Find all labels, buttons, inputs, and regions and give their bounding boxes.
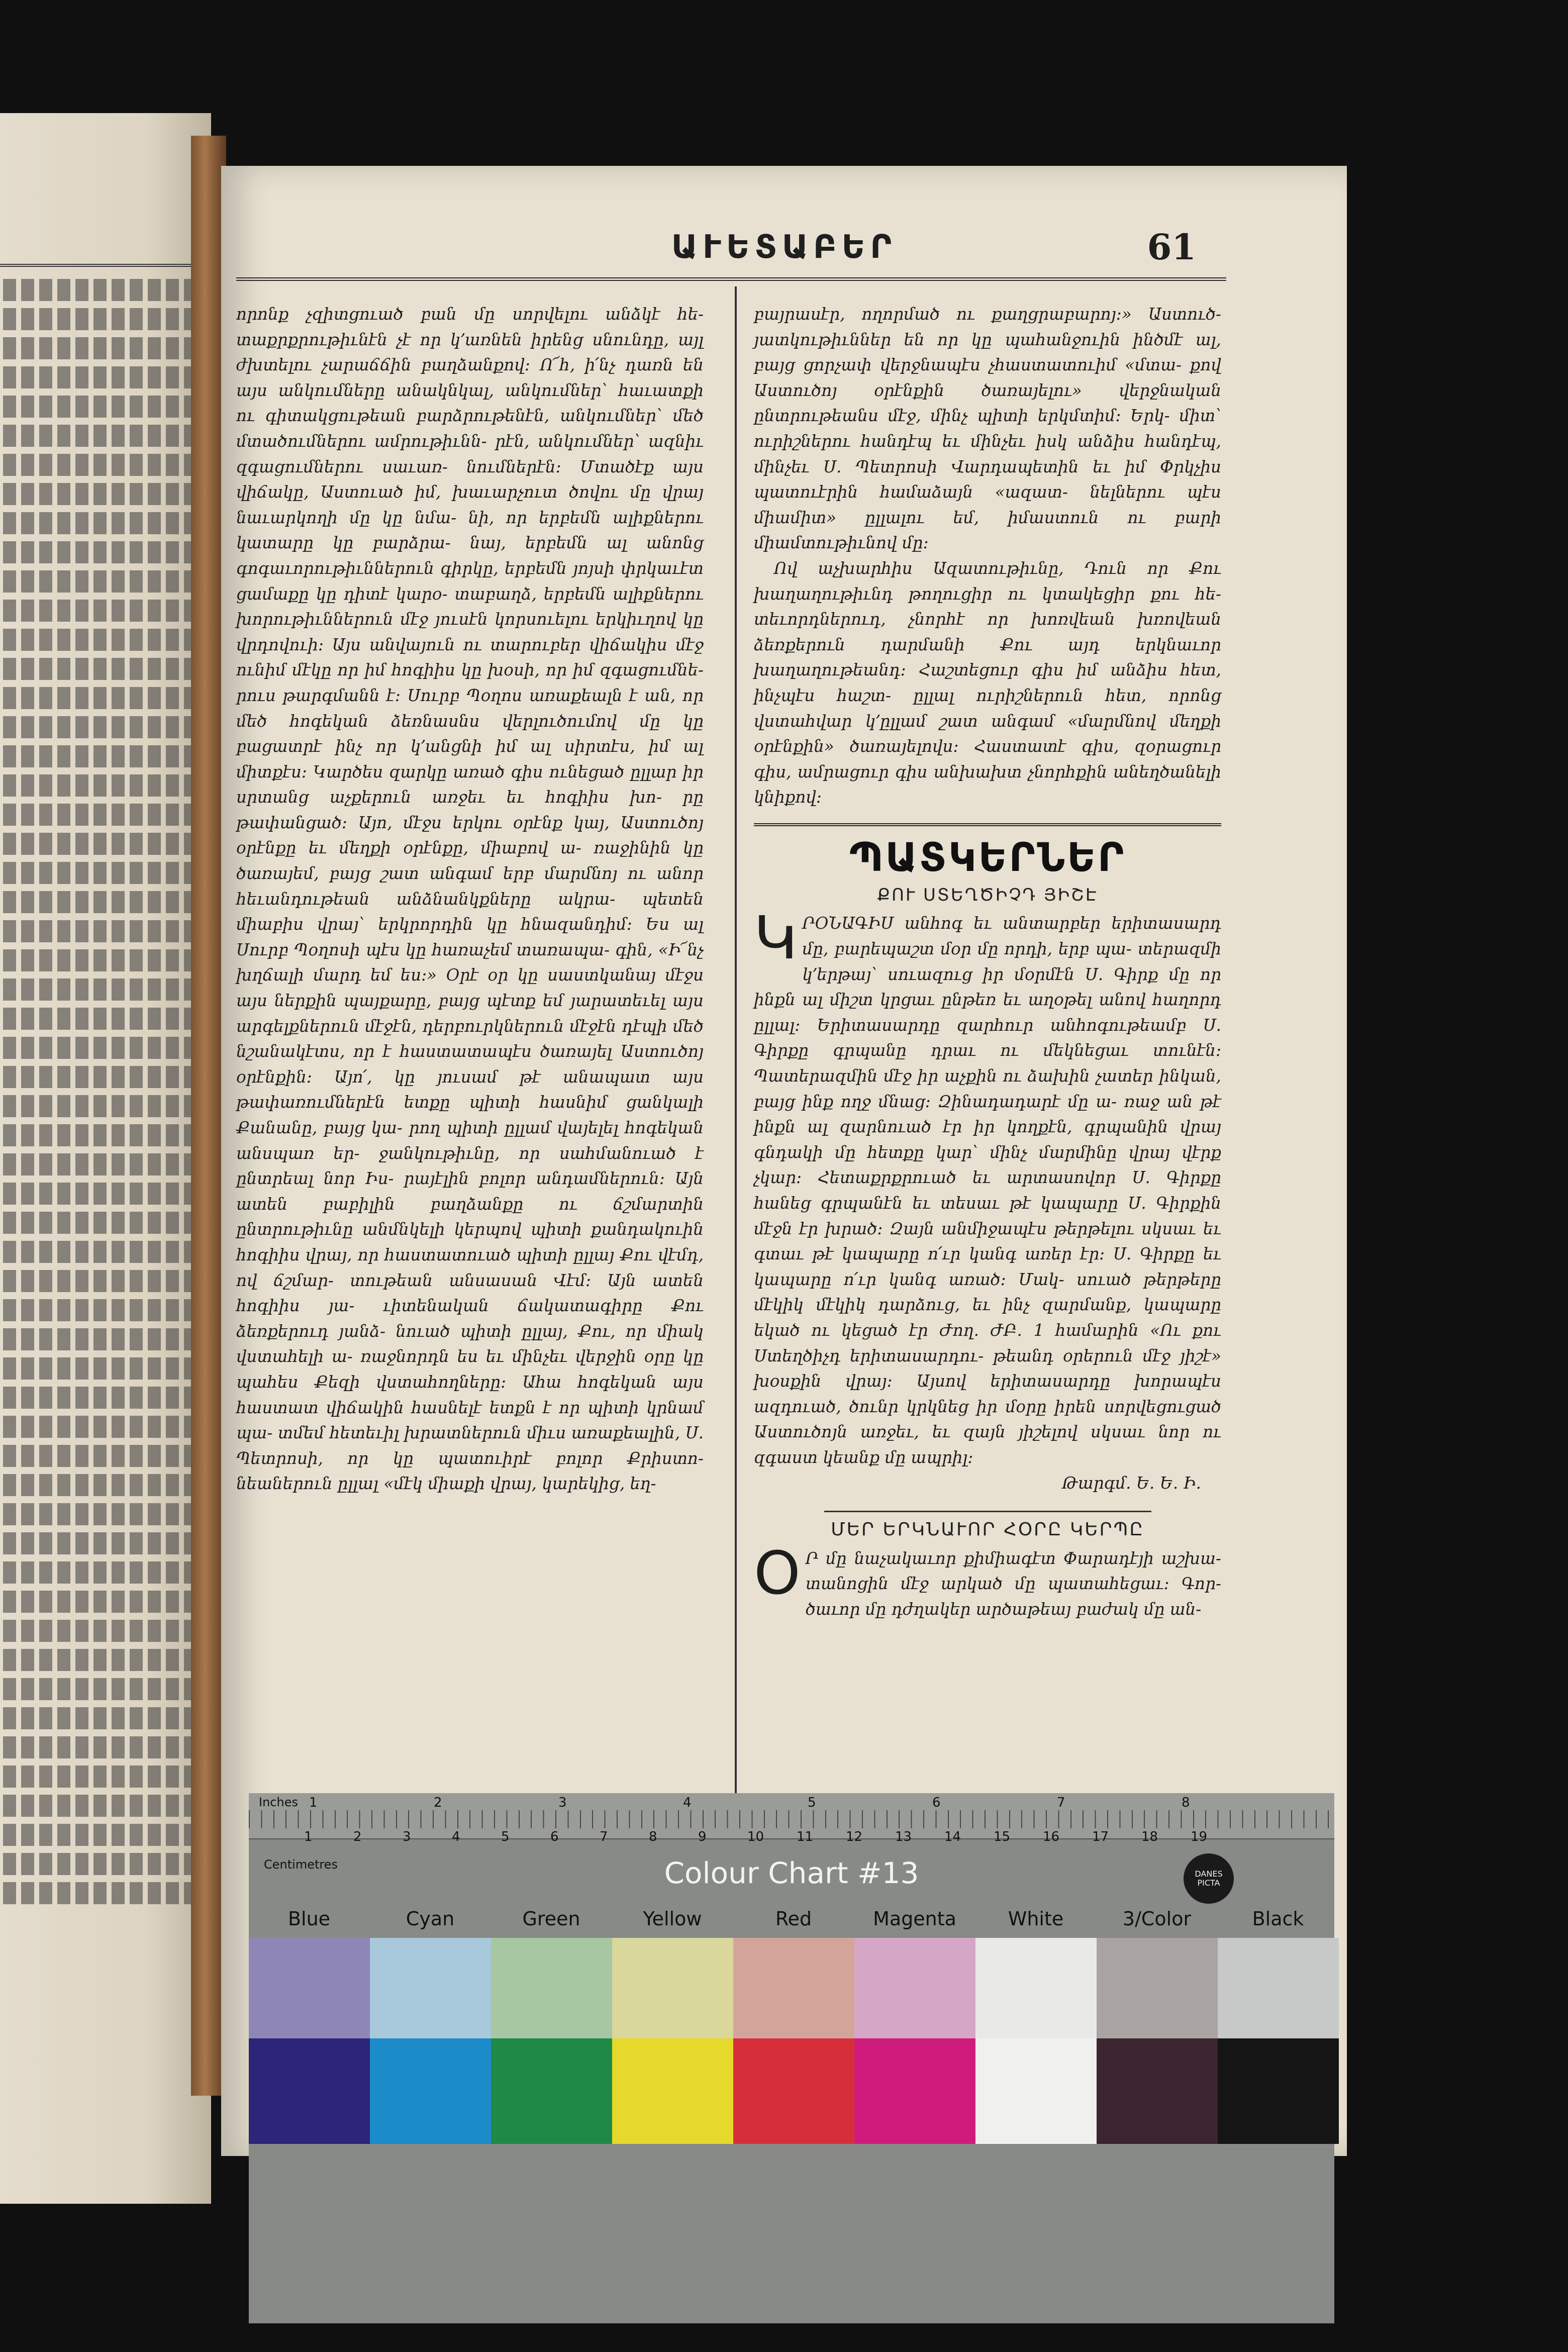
- swatch-tint: [612, 1938, 733, 2038]
- story-text: ՐՕՆԱԳԻՍ անհոգ եւ անտարբեր երիտասարդ մը, բարեպաշտ մօր մը որդի, երբ պա- տերազմի կ՚երթայ՝ սուազուց իր մօրմէն Ս. Գիրք մը որ ինքն ալ միշտ կրցաւ ընթեռ եւ աղօթել անով հաղորդ ըլլալ։ Երիտասարդը զարհուր անհոգութեամբ Ս. Գիրքը գրպանը դրաւ ու մեկնեցաւ տունէն։ Պատերազմին մէջ իր աչքին ու ձախին չատեր ինկան, բայց ինք ողջ մնաց։ Զինադադարէ մը ա- ռաջ ան թէ ինքն ալ զարնուած էր իր կողքէն, գրպանին վրայ գնդակի մը հետքը կար՝ մինչ մարմինը վրայ վէրք չկար։ Հետաքրքրուած եւ արտասովոր Ս. Գիրքը հանեց գրպանէն եւ տեսաւ թէ կապարը Ս. Գիրքին մէջն էր խրած։ Զայն անմիջապէս թերթելու սկսաւ եւ գտաւ թէ կապարը ո՛ւր կանգ առեր էր։ Ս. Գիրքը եւ կապարը ո՛ւր կանգ առած։ Մակ- սուած թերթերը մէկիկ մէկիկ դարձուց, եւ ինչ զարմանք, կապարը եկած ու կեցած էր Ժող. ԺԲ. 1 համարին «Ու քու Ստեղծիչդ երիտասարդու- թեանդ օրերուն մէջ յիշէ» խօսքին վրայ։ Այսով երիտասարդը խորապէս ազդուած, ծունր կրկնեց իր մօրը իրեն սորվեցուցած Աստուծոյն առջեւ, եւ զայն յիշելով սկսաւ նոր ու զգաստ կեանք մը ապրիլ։: [754, 914, 1221, 1467]
- colour-chart-title: Colour Chart #13: [664, 1856, 919, 1890]
- swatch-solid: [733, 2038, 854, 2144]
- cm-tick-label: 16: [1043, 1829, 1060, 1844]
- column-2-intro-paragraph-2: Ով աչխարհիս Ազատութիւնը, Դուն որ Քու խաղաղութիւնդ թողուցիր ու կտակեցիր քու հե- տեւորդներուդ, չնորհէ որ խոռվեան խռովեան ձեռքերուն դարմանի Քու այդ երկնաւոր խաղաղութեանդ։ Հաշտեցուր գիս իմ անձիս հետ, ինչպէս հաշտ- ըլլալ ուրիշներուն հետ, որոնց վստահվար կ՚ըլլամ շատ անգամ «մարմնով մեղքի օրէնքին» ծառայելովս։ Հաստատէ գիս, զօրացուր գիս, ամրացուր գիս անխախտ չնորհքին անեղծանելի կնիքով։: [754, 558, 1221, 807]
- inch-tick-label: 7: [1057, 1795, 1065, 1810]
- ruler-inches-label: Inches: [259, 1795, 298, 1809]
- subsection-drop-cap: Օ: [754, 1538, 801, 1608]
- left-page-header-rule: [0, 264, 211, 267]
- ruler-tick-marks: [249, 1810, 1334, 1828]
- page-number: 61: [1147, 226, 1196, 268]
- danes-picta-logo: DANES PICTA: [1184, 1853, 1234, 1904]
- cm-tick-label: 10: [747, 1829, 764, 1844]
- subsection-text: Ր մը նաչակաւոր քիմիագէտ Փարադէյի աշխա- տանոցին մէջ արկած մը պատահեցաւ։ Գոր- ծաւոր մը դժղակեր արծաթեայ բաժակ մը ան-: [805, 1548, 1221, 1619]
- cm-tick-label: 4: [452, 1829, 460, 1844]
- swatch-label: Red: [775, 1908, 812, 1930]
- swatch-solid: [249, 2038, 370, 2144]
- swatch-solid: [1218, 2038, 1339, 2144]
- swatch-solid: [370, 2038, 491, 2144]
- column-divider: [735, 286, 737, 1854]
- swatch-label: Blue: [287, 1908, 331, 1930]
- cm-tick-label: 3: [403, 1829, 411, 1844]
- story-paragraph: [754, 903, 1221, 1470]
- swatch-tint: [733, 1938, 854, 2038]
- swatch-solid: [1097, 2038, 1218, 2144]
- cm-tick-label: 8: [649, 1829, 657, 1844]
- inch-tick-label: 8: [1182, 1795, 1190, 1810]
- section-rule: [754, 823, 1221, 826]
- inch-tick-label: 5: [808, 1795, 816, 1810]
- inch-tick-label: 4: [683, 1795, 692, 1810]
- running-head: ԱՒԵՏԱԲԵՐ: [671, 229, 897, 266]
- colour-chart: [249, 1793, 1334, 2323]
- swatch-tint: [1097, 1938, 1218, 2038]
- cm-tick-label: 13: [895, 1829, 912, 1844]
- swatch-tint: [491, 1938, 612, 2038]
- cm-tick-label: 19: [1191, 1829, 1208, 1844]
- cm-tick-label: 14: [944, 1829, 961, 1844]
- column-2-intro-paragraph-1: բայրասէր, ողորմած ու քաղցրաբարոյ։» Աստուծ- յատկութիւններ են որ կը պահանջուին ինծմէ ալ, բայց ցորչափ վերջնապէս չհաստատուիմ «մտա- քով Աստուծոյ օրէնքին ծառայելու» վերջնական ընտրութեանս մէջ, մինչ պիտի երկմտիմ։ Երկ- միտ՝ ուրիշներու հանդէպ եւ մինչեւ իսկ անձիս հանդէպ, մինչեւ Ս. Պետրոսի Վարդապետին եւ իմ Փրկչիս պատուէրին համաձայն «ազատ- նելներու պէս միամիտ» ըլլալու եմ, իմաստուն ու բարի միամտութիւնով մը։: [754, 305, 1221, 553]
- column-1-paragraph: որոնք չզիտցուած բան մը սորվելու անձկէ հե- տաքրքրութիւնէն չէ որ կ՚առնեն իրենց սնունդը, այլ ժխտելու չարաճճին բաղձանքով։ Ո՜հ, ի՛նչ դառն են այս անկումները անակնկալ, անկումներ՝ հաւատքի ու գիտակցութեան բարձրութենէն, անկումներ՝ մեծ մտածումներու ամրութիւնն- րէն, անկումներ՝ ազնիւ զգացումներու սաւառ- նումներէն։ Մտածէք այս վիճակը, Աստուած իմ, խաւարչուտ ծովու մը վրայ նաւարկողի մը կը նմա- նի, որ երբեմն ալիքներու կատարը կը բարձրա- նայ, երբեմն ալ անոնց գոգաւորութիւններուն գիրկը, երբեմն յոյսի փրկաւէտ ցամաքը կը դիտէ կարօ- տաբաղձ, երբեմն ալիքներու խորութիւններուն մէջ յուսէն կորսուելու երկիւղով կը վրդովուի։ Այս անվայուն ու տարուբեր վիճակիս մէջ ունիմ մէկը որ իմ հոգիիս կը խօսի, որ իմ զգացումնե- րուս թարգմանն է։ Սուրբ Պօղոս առաքեալն է ան, որ մեծ հոգեկան ձեռնասնս վերլուծումով մը կը բացատրէ ինչ որ կ՚անցնի իմ ալ սիրտէս, իմ ալ միտքէս։ Կարծես զարկը առած գիս ունեցած ըլլար իր սրտանց աչքերուն առջեւ եւ հոգիիս խո- րը թափանցած։ Այո, մէջս երկու օրէնք կայ, Աստուծոյ օրէնքը եւ մեղքի օրէնքը, միաբով ա- ռաջինին կը ծառայեմ, բայց շատ անգամ երբ մարմնոյ ու անոր հեւանդութեան անձնանկքները ակրա- պետեն միաբիս վրայ՝ երկրորդին կը հնազանդիմ։ Ես ալ Սուրբ Պօղոսի պէս կը հառաչեմ տառապա- գին, «Ի՜նչ խղճալի մարդ եմ ես։» Օրէ օր կը սաստկանայ մէջս այս ներքին պայքարը, բայց պէտք եմ յարատեւել այս արգելքներուն մէջէն, դերբուրկներուն մէջէն դէպի մեծ նշանակէտս, որ է հաստատապէս ծառայել Աստուծոյ օրէնքին։ Այո՛, կը յուսամ թէ անապատ այս թափառումներէն ետքը պիտի հասնիմ ցանկալի Քանանը, բայց կա- րող պիտի ըլլամ վայելել հոգեկան անսպառ եր- ջանկութիւնը, որ սահմանուած է ընտրեալ նոր Իս- րայէլին բոլոր անդամներուն։ Այն ատեն բաբիլին բաղձանքը ու ճշմարտին ընտրութիւնը անմնկելի կերպով պիտի քանդակուին հոգիիս վրայ, որ հաստատուած պիտի ըլլայ Քու վէմդ, ով ճշմար- տութեան անսասան Վէմ։ Այն ատեն հոգիիս յա- ւիտենական ճակատագիրը Քու ձեռքերուդ յանձ- նուած պիտի ըլլայ, Քու, որ միակ վստահելի ա- ռաջնորդն ես եւ մինչեւ վերջին օրը կը պահես Քեզի վստահողները։ Ահա հոգեկան այս հաստատ վիճակին հասնելէ ետքն է որ պիտի կրնամ պա- տմեմ հետեւիլ խրատներուն միւս առաքեալին, Ս. Պետրոսի, որ կը պատուիրէ բոլոր Քրիստո- նեաներուն ըլլալ «մէկ միաքի վրայ, կարեկից, եղ-: [236, 305, 704, 1494]
- inch-tick-label: 6: [932, 1795, 941, 1810]
- inch-tick-label: 3: [558, 1795, 567, 1810]
- drop-cap: Կ: [754, 903, 798, 973]
- swatch-solid: [491, 2038, 612, 2144]
- inch-tick-label: 1: [309, 1795, 318, 1810]
- cm-tick-label: 11: [797, 1829, 814, 1844]
- swatch-label: White: [1008, 1908, 1064, 1930]
- swatch-labels: [249, 1908, 1334, 1933]
- swatch-tint: [249, 1938, 370, 2038]
- cm-tick-label: 17: [1092, 1829, 1109, 1844]
- swatch-tint: [854, 1938, 975, 2038]
- subsection-rule: [824, 1511, 1151, 1512]
- swatch-tint: [975, 1938, 1097, 2038]
- swatch-solid: [612, 2038, 733, 2144]
- column-2: [754, 302, 1221, 1622]
- section-subtitle: ՔՈՒ ՍՏԵՂԾԻՉԴ ՅԻՇԷ: [877, 885, 1098, 905]
- cm-tick-label: 7: [600, 1829, 608, 1844]
- ruler-cm-label: Centimetres: [264, 1857, 338, 1872]
- cm-tick-label: 1: [304, 1829, 313, 1844]
- cm-tick-label: 12: [846, 1829, 863, 1844]
- swatch-solid: [854, 2038, 975, 2144]
- left-facing-page: [0, 113, 211, 2204]
- swatch-label: Magenta: [873, 1908, 956, 1930]
- ruler: [249, 1793, 1334, 1844]
- swatch-label: Black: [1252, 1908, 1304, 1930]
- cm-tick-label: 2: [353, 1829, 362, 1844]
- swatch-label: Yellow: [643, 1908, 702, 1930]
- swatch-tint: [370, 1938, 491, 2038]
- left-page-text-block: [3, 279, 201, 1968]
- cm-tick-label: 18: [1141, 1829, 1158, 1844]
- cm-tick-label: 6: [550, 1829, 559, 1844]
- swatch-label: Cyan: [406, 1908, 455, 1930]
- section-title: ՊԱՏԿԵՐՆԵՐ: [849, 835, 1126, 880]
- inch-tick-label: 2: [434, 1795, 442, 1810]
- signature: Թարգմ. Ե. Ե. Ի.: [1062, 1473, 1201, 1493]
- swatch-label: Green: [522, 1908, 580, 1930]
- cm-tick-label: 5: [501, 1829, 510, 1844]
- cm-tick-label: 9: [698, 1829, 707, 1844]
- column-1: [236, 302, 704, 1497]
- subsection-title: ՄԵՐ ԵՐԿՆԱՒՈՐ ՀՕՐԸ ԿԵՐՊԸ: [831, 1519, 1144, 1540]
- swatch-label: 3/Color: [1122, 1908, 1192, 1930]
- subsection-paragraph: [754, 1538, 1221, 1622]
- swatch-tint: [1218, 1938, 1339, 2038]
- cm-tick-label: 15: [994, 1829, 1011, 1844]
- swatch-solid: [975, 2038, 1097, 2144]
- header-rule: [236, 277, 1226, 281]
